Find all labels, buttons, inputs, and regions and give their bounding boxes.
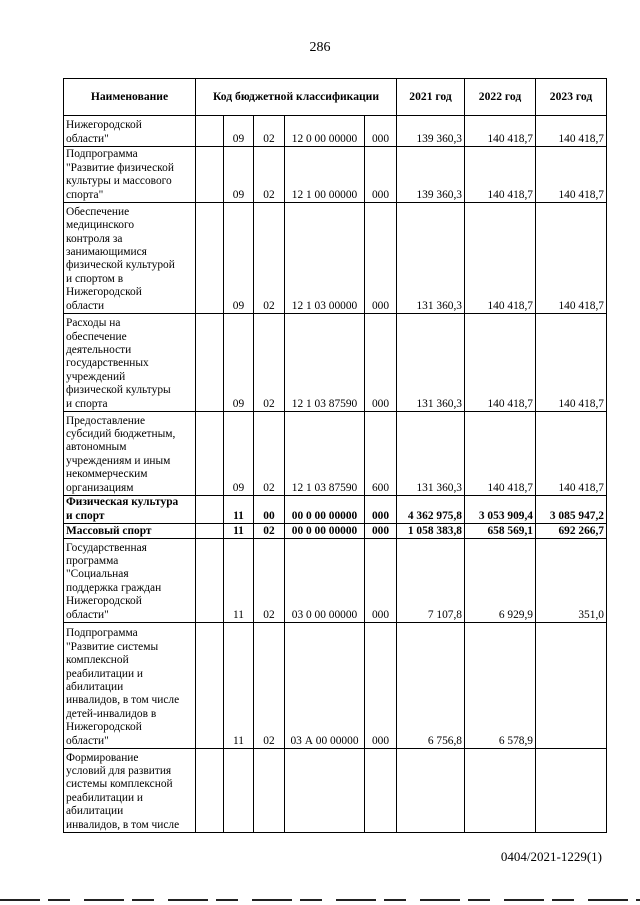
row-target-article: 03 0 00 00000 <box>285 539 365 623</box>
row-2023-value <box>536 749 607 833</box>
row-2021-value: 6 756,8 <box>397 623 465 749</box>
row-expense-type: 000 <box>365 539 397 623</box>
row-name: Подпрограмма "Развитие физической культуры и массового спорта" <box>64 147 196 203</box>
row-expense-type: 000 <box>365 314 397 412</box>
row-target-article: 00 0 00 00000 <box>285 496 365 524</box>
row-subsection: 02 <box>254 623 285 749</box>
row-target-article: 12 1 03 87590 <box>285 412 365 496</box>
row-name: Физическая культура и спорт <box>64 496 196 524</box>
row-section: 11 <box>224 539 254 623</box>
row-2023-value: 140 418,7 <box>536 314 607 412</box>
row-expense-type: 000 <box>365 203 397 314</box>
row-2022-value: 6 578,9 <box>465 623 536 749</box>
row-expense-type: 000 <box>365 496 397 524</box>
row-name: Массовый спорт <box>64 524 196 539</box>
row-name: Нижегородской области" <box>64 116 196 147</box>
row-empty-cell <box>196 539 224 623</box>
header-budget-code: Код бюджетной классификации <box>196 79 397 116</box>
budget-table <box>63 78 607 833</box>
row-target-article: 12 1 03 87590 <box>285 314 365 412</box>
row-2023-value: 140 418,7 <box>536 203 607 314</box>
row-2023-value: 140 418,7 <box>536 412 607 496</box>
row-subsection: 02 <box>254 147 285 203</box>
row-expense-type: 000 <box>365 623 397 749</box>
row-empty-cell <box>196 203 224 314</box>
row-expense-type: 600 <box>365 412 397 496</box>
row-2021-value: 139 360,3 <box>397 147 465 203</box>
row-2021-value: 131 360,3 <box>397 412 465 496</box>
table-row <box>64 749 607 833</box>
row-empty-cell <box>196 147 224 203</box>
row-empty-cell <box>196 116 224 147</box>
table-row <box>64 496 607 524</box>
table-row <box>64 524 607 539</box>
row-2023-value: 140 418,7 <box>536 147 607 203</box>
row-section: 09 <box>224 203 254 314</box>
row-empty-cell <box>196 524 224 539</box>
table-header-row <box>64 79 607 116</box>
row-2021-value: 7 107,8 <box>397 539 465 623</box>
header-2022: 2022 год <box>465 79 536 116</box>
row-subsection: 02 <box>254 524 285 539</box>
row-2022-value <box>465 749 536 833</box>
row-name: Формирование условий для развития системы комплексной реабилитации и абилитации инвалидов, в том числе <box>64 749 196 833</box>
row-target-article: 12 1 03 00000 <box>285 203 365 314</box>
row-name: Предоставление субсидий бюджетным, автономным учреждениям и иным некоммерческим организациям <box>64 412 196 496</box>
row-name: Обеспечение медицинского контроля за занимающимися физической культурой и спортом в Нижегородской области <box>64 203 196 314</box>
row-section <box>224 749 254 833</box>
row-2023-value: 3 085 947,2 <box>536 496 607 524</box>
table-row <box>64 539 607 623</box>
row-section: 09 <box>224 116 254 147</box>
row-2023-value: 692 266,7 <box>536 524 607 539</box>
row-2021-value: 139 360,3 <box>397 116 465 147</box>
row-section: 11 <box>224 496 254 524</box>
row-2022-value: 140 418,7 <box>465 147 536 203</box>
row-2023-value: 351,0 <box>536 539 607 623</box>
row-subsection <box>254 749 285 833</box>
row-target-article <box>285 749 365 833</box>
header-2023: 2023 год <box>536 79 607 116</box>
row-2022-value: 140 418,7 <box>465 116 536 147</box>
table-row <box>64 116 607 147</box>
row-subsection: 02 <box>254 116 285 147</box>
row-2021-value: 4 362 975,8 <box>397 496 465 524</box>
row-subsection: 02 <box>254 412 285 496</box>
row-target-article: 03 А 00 00000 <box>285 623 365 749</box>
row-empty-cell <box>196 496 224 524</box>
row-2023-value <box>536 623 607 749</box>
table-row <box>64 147 607 203</box>
row-2022-value: 140 418,7 <box>465 203 536 314</box>
row-expense-type: 000 <box>365 524 397 539</box>
row-section: 11 <box>224 623 254 749</box>
row-target-article: 00 0 00 00000 <box>285 524 365 539</box>
row-2021-value <box>397 749 465 833</box>
row-section: 09 <box>224 147 254 203</box>
row-empty-cell <box>196 314 224 412</box>
row-target-article: 12 0 00 00000 <box>285 116 365 147</box>
row-section: 09 <box>224 412 254 496</box>
row-section: 09 <box>224 314 254 412</box>
document-code: 0404/2021-1229(1) <box>500 849 602 864</box>
header-name: Наименование <box>64 79 196 116</box>
row-name: Подпрограмма "Развитие системы комплексной реабилитации и абилитации инвалидов, в том числе детей-инвалидов в Нижегородской области" <box>64 623 196 749</box>
row-name: Государственная программа "Социальная поддержка граждан Нижегородской области" <box>64 539 196 623</box>
scan-edge-line <box>0 899 640 901</box>
row-2022-value: 3 053 909,4 <box>465 496 536 524</box>
row-expense-type <box>365 749 397 833</box>
table-row <box>64 314 607 412</box>
row-2022-value: 658 569,1 <box>465 524 536 539</box>
table-row <box>64 623 607 749</box>
table-row <box>64 203 607 314</box>
row-empty-cell <box>196 412 224 496</box>
row-2022-value: 140 418,7 <box>465 412 536 496</box>
row-empty-cell <box>196 623 224 749</box>
row-expense-type: 000 <box>365 116 397 147</box>
row-target-article: 12 1 00 00000 <box>285 147 365 203</box>
row-subsection: 02 <box>254 203 285 314</box>
row-subsection: 02 <box>254 539 285 623</box>
row-section: 11 <box>224 524 254 539</box>
page-number: 286 <box>309 40 331 55</box>
row-2022-value: 140 418,7 <box>465 314 536 412</box>
header-2021: 2021 год <box>397 79 465 116</box>
row-name: Расходы на обеспечение деятельности государственных учреждений физической культуры и спорта <box>64 314 196 412</box>
table-row <box>64 412 607 496</box>
row-expense-type: 000 <box>365 147 397 203</box>
row-empty-cell <box>196 749 224 833</box>
row-2022-value: 6 929,9 <box>465 539 536 623</box>
row-2023-value: 140 418,7 <box>536 116 607 147</box>
row-2021-value: 131 360,3 <box>397 314 465 412</box>
row-2021-value: 1 058 383,8 <box>397 524 465 539</box>
row-subsection: 02 <box>254 314 285 412</box>
row-2021-value: 131 360,3 <box>397 203 465 314</box>
row-subsection: 00 <box>254 496 285 524</box>
